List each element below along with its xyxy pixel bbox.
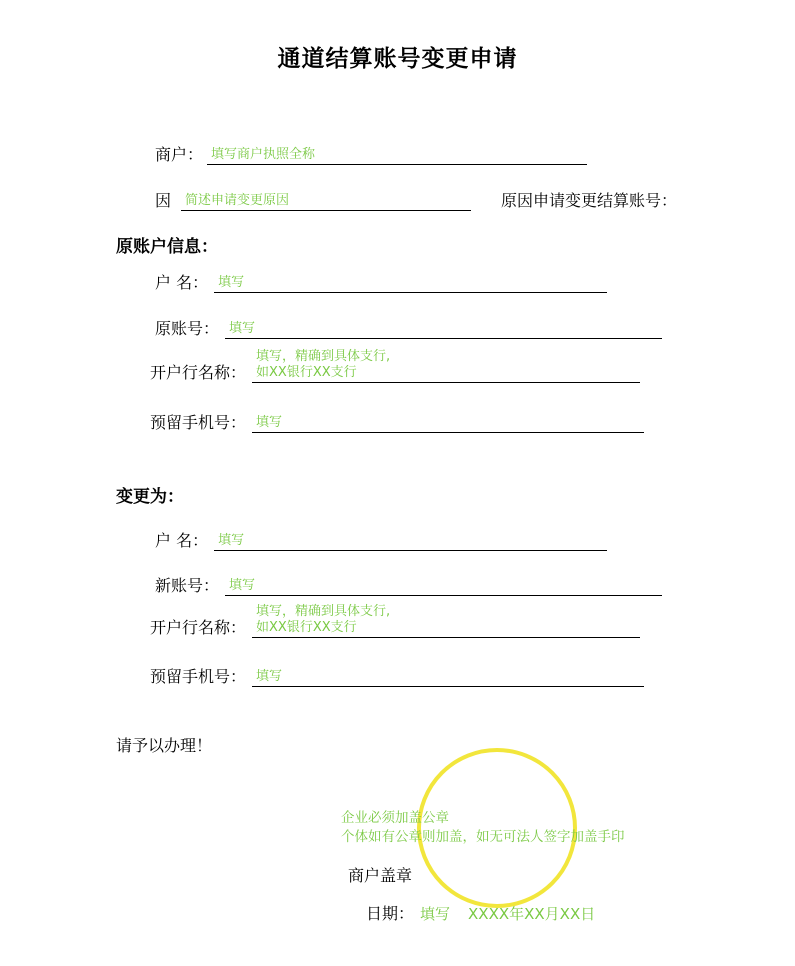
stamp-note-line1: 企业必须加盖公章 (341, 810, 449, 826)
original-account-name-label: 户 名： (155, 273, 209, 292)
changed-phone-row (150, 666, 644, 687)
original-account-name-hint: 填写 (218, 275, 245, 290)
page-title: 通道结算账号变更申请 (277, 45, 518, 72)
original-account-name-row (155, 272, 607, 293)
merchant-input[interactable] (207, 144, 587, 165)
original-bank-name-hint-line2: 如XX银行XX支行 (256, 365, 357, 380)
changed-account-name-row (155, 530, 607, 551)
stamp-label: 商户盖章 (348, 866, 413, 885)
reason-hint: 简述申请变更原因 (185, 193, 290, 208)
merchant-label: 商户： (155, 145, 204, 164)
changed-phone-input[interactable] (252, 666, 644, 687)
changed-account-name-input[interactable] (214, 530, 607, 551)
reason-prefix-label: 因 (155, 191, 172, 210)
original-phone-input[interactable] (252, 412, 644, 433)
date-row (366, 903, 595, 924)
original-phone-label: 预留手机号： (150, 413, 247, 432)
changed-account-name-label: 户 名： (155, 531, 209, 550)
original-bank-name-label: 开户行名称： (150, 363, 247, 382)
merchant-hint: 填写商户执照全称 (211, 147, 316, 162)
original-section-title: 原账户信息： (116, 237, 218, 257)
original-phone-row (150, 412, 644, 433)
changed-section-title: 变更为： (116, 487, 184, 507)
original-bank-name-row (150, 349, 640, 383)
request-text: 请予以办理！ (116, 736, 213, 755)
changed-account-no-label: 新账号： (155, 576, 220, 595)
changed-bank-name-input[interactable] (252, 604, 640, 638)
changed-bank-name-label: 开户行名称： (150, 618, 247, 637)
changed-bank-name-row (150, 604, 640, 638)
original-bank-name-hint (256, 349, 390, 381)
original-bank-name-hint-line1: 填写，精确到具体支行, (256, 349, 391, 364)
original-account-no-label: 原账号： (155, 319, 220, 338)
merchant-row (155, 144, 595, 165)
reason-row (155, 190, 677, 211)
date-label: 日期： (366, 904, 415, 923)
date-hint: 填写 (420, 905, 451, 923)
changed-bank-name-hint-line1: 填写，精确到具体支行, (256, 604, 391, 619)
changed-account-no-row (155, 575, 662, 596)
date-value[interactable]: XXXX年XX月XX日 (468, 905, 596, 923)
changed-account-name-hint: 填写 (218, 533, 245, 548)
original-bank-name-input[interactable] (252, 349, 640, 383)
changed-account-no-input[interactable] (225, 575, 662, 596)
original-account-no-row (155, 318, 662, 339)
original-phone-hint: 填写 (256, 415, 283, 430)
original-account-no-hint: 填写 (229, 321, 256, 336)
stamp-note-line2: 个体如有公章则加盖，如无可法人签字加盖手印 (341, 829, 625, 845)
original-account-no-input[interactable] (225, 318, 662, 339)
reason-suffix-label: 原因申请变更结算账号： (501, 191, 678, 210)
changed-phone-hint: 填写 (256, 669, 283, 684)
changed-phone-label: 预留手机号： (150, 667, 247, 686)
changed-bank-name-hint-line2: 如XX银行XX支行 (256, 620, 357, 635)
original-account-name-input[interactable] (214, 272, 607, 293)
changed-account-no-hint: 填写 (229, 578, 256, 593)
reason-input[interactable] (181, 190, 471, 211)
changed-bank-name-hint (256, 604, 390, 636)
